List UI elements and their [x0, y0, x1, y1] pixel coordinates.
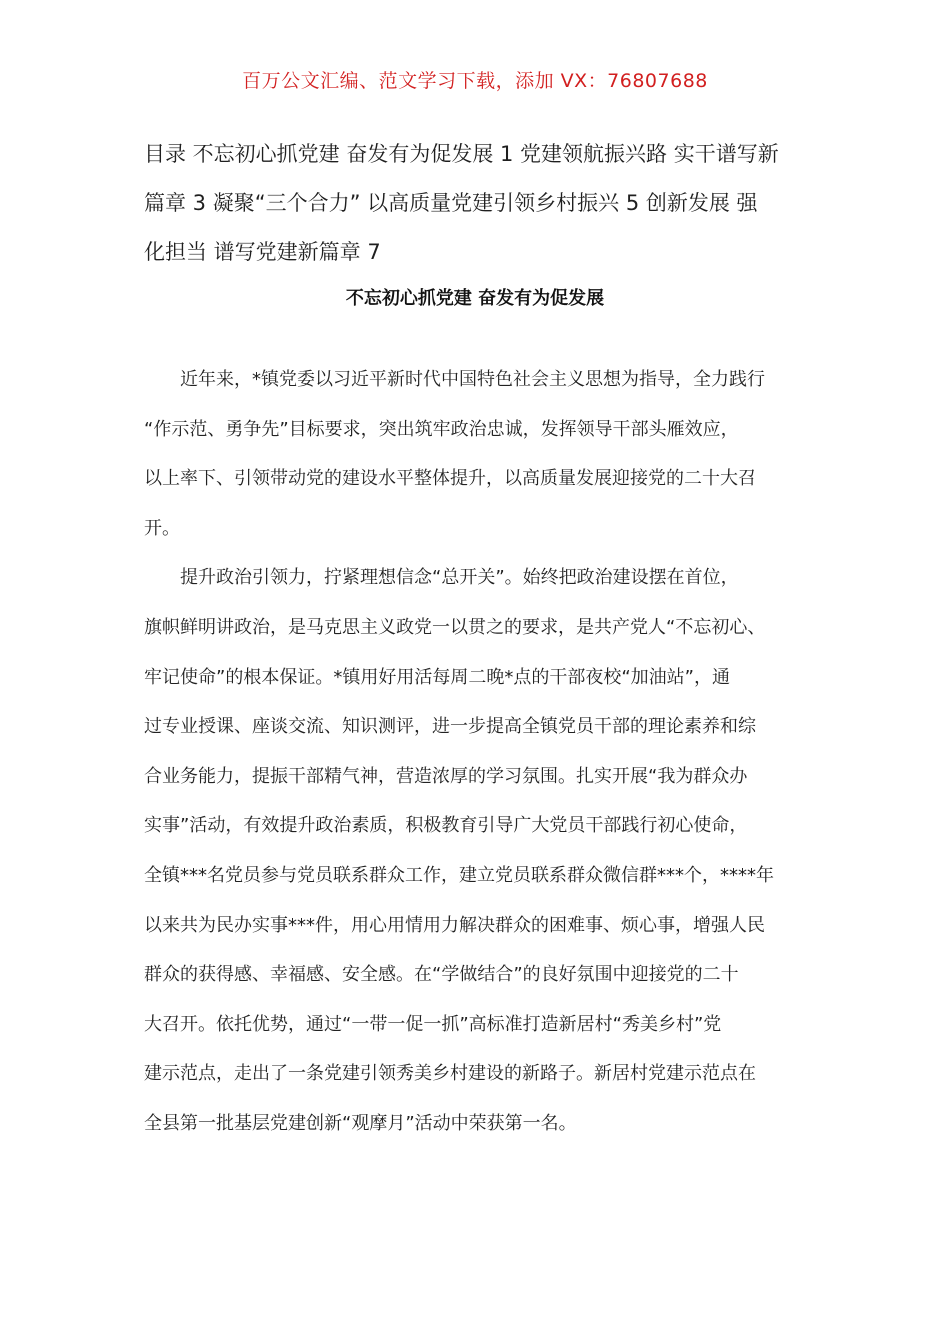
text-line: 全镇***名党员参与党员联系群众工作，建立党员联系群众微信群***个，****年 [144, 864, 774, 886]
text-line: 过专业授课、座谈交流、知识测评，进一步提高全镇党员干部的理论素养和综 [144, 716, 756, 738]
toc-line: 目录 不忘初心抓党建 奋发有为促发展 1 党建领航振兴路 实干谱写新 [144, 142, 779, 166]
text-line: 群众的获得感、幸福感、安全感。在“学做结合”的良好氛围中迎接党的二十 [144, 964, 739, 986]
text-line: 旗帜鲜明讲政治，是马克思主义政党一以贯之的要求，是共产党人“不忘初心、 [144, 616, 766, 638]
document-body [144, 355, 806, 1149]
table-of-contents [144, 130, 806, 277]
paragraph-1 [144, 355, 806, 553]
text-line: 近年来，*镇党委以习近平新时代中国特色社会主义思想为指导，全力践行 [144, 369, 765, 390]
toc-line: 化担当 谱写党建新篇章 7 [144, 240, 381, 264]
text-line: 建示范点，走出了一条党建引领秀美乡村建设的新路子。新居村党建示范点在 [144, 1063, 756, 1085]
text-line: 牢记使命”的根本保证。*镇用好用活每周二晚*点的干部夜校“加油站”，通 [144, 666, 730, 688]
toc-line: 篇章 3 凝聚“三个合力” 以高质量党建引领乡村振兴 5 创新发展 强 [144, 191, 758, 215]
text-line: 以上率下、引领带动党的建设水平整体提升，以高质量发展迎接党的二十大召 [144, 468, 756, 490]
text-line: 开。 [144, 517, 180, 539]
text-line: 提升政治引领力，拧紧理想信念“总开关”。始终把政治建设摆在首位， [144, 567, 739, 589]
text-line: 大召开。依托优势，通过“一带一促一抓”高标准打造新居村“秀美乡村”党 [144, 1013, 722, 1035]
document-title: 不忘初心抓党建 奋发有为促发展 [345, 288, 605, 309]
text-line: 合业务能力，提振干部精气神，营造浓厚的学习氛围。扎实开展“我为群众办 [144, 765, 748, 787]
paragraph-2 [144, 553, 806, 1148]
header-banner: 百万公文汇编、范文学习下载，添加 VX：76807688 [242, 70, 708, 92]
text-line: 实事”活动，有效提升政治素质，积极教育引导广大党员干部践行初心使命， [144, 815, 748, 837]
text-line: 以来共为民办实事***件，用心用情用力解决群众的困难事、烦心事，增强人民 [144, 914, 765, 936]
text-line: 全县第一批基层党建创新“观摩月”活动中荣获第一名。 [144, 1112, 577, 1134]
text-line: “作示范、勇争先”目标要求，突出筑牢政治忠诚，发挥领导干部头雁效应， [144, 418, 739, 440]
